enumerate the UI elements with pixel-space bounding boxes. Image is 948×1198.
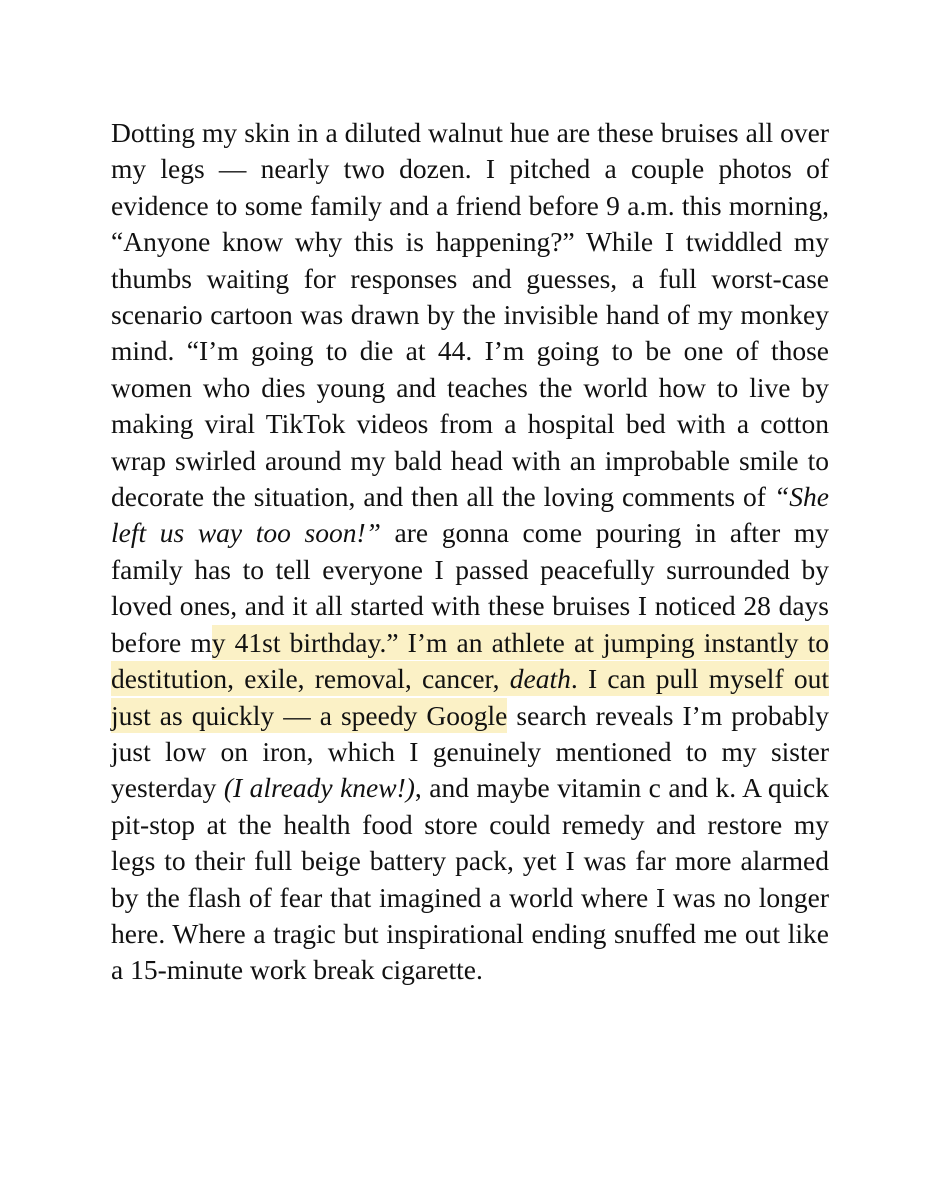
highlighted-text: y 41st birthday.” I’m an athlete at jumping instantly to destitution, exile, removal, cancer, [111, 626, 829, 695]
article-body [111, 115, 829, 989]
paragraph [111, 115, 829, 989]
highlighted-italic-word: death [509, 663, 571, 695]
italic-aside: (I already knew!) [223, 772, 415, 804]
text-segment: Dotting my skin in a diluted walnut hue are these bruises all over my legs — nearly two dozen. I pitched a couple photos of evidence to some family and a friend before 9 a.m. this morning, “Anyone know why this is happening?” While I twiddled my thumbs waiting for responses and guesses, a full worst-case scenario cartoon was drawn by the invisible hand of my monkey mind. “I’m going to die at 44. I’m going to be one of those women who dies young and teaches the world how to live by making viral TikTok videos from a hospital bed with a cotton wrap swirled around my bald head with an improbable smile to decorate the situation, and then all the loving comments of [111, 117, 829, 513]
highlighted-text: . I can pull myself out just as quickly — a speedy Google [111, 663, 829, 731]
text-segment: are gonna come pouring in after my family has to tell everyone I passed peacefully surrounded by loved ones, and it all started with these bruises I noticed 28 days before m [111, 517, 830, 658]
text-segment: , and maybe vitamin c and k. A quick pit-stop at the health food store could remedy and restore my legs to their full beige battery pack, yet I was far more alarmed by the flash of fear that imagined a world where I was no longer here. Where a tragic but inspirational ending snuffed me out like a 15-minute work break cigarette. [111, 772, 830, 986]
italic-quote: “She left us way too soon!” [111, 481, 829, 549]
text-segment: search reveals I’m probably just low on iron, which I genuinely mentioned to my sister yesterday [111, 699, 829, 804]
